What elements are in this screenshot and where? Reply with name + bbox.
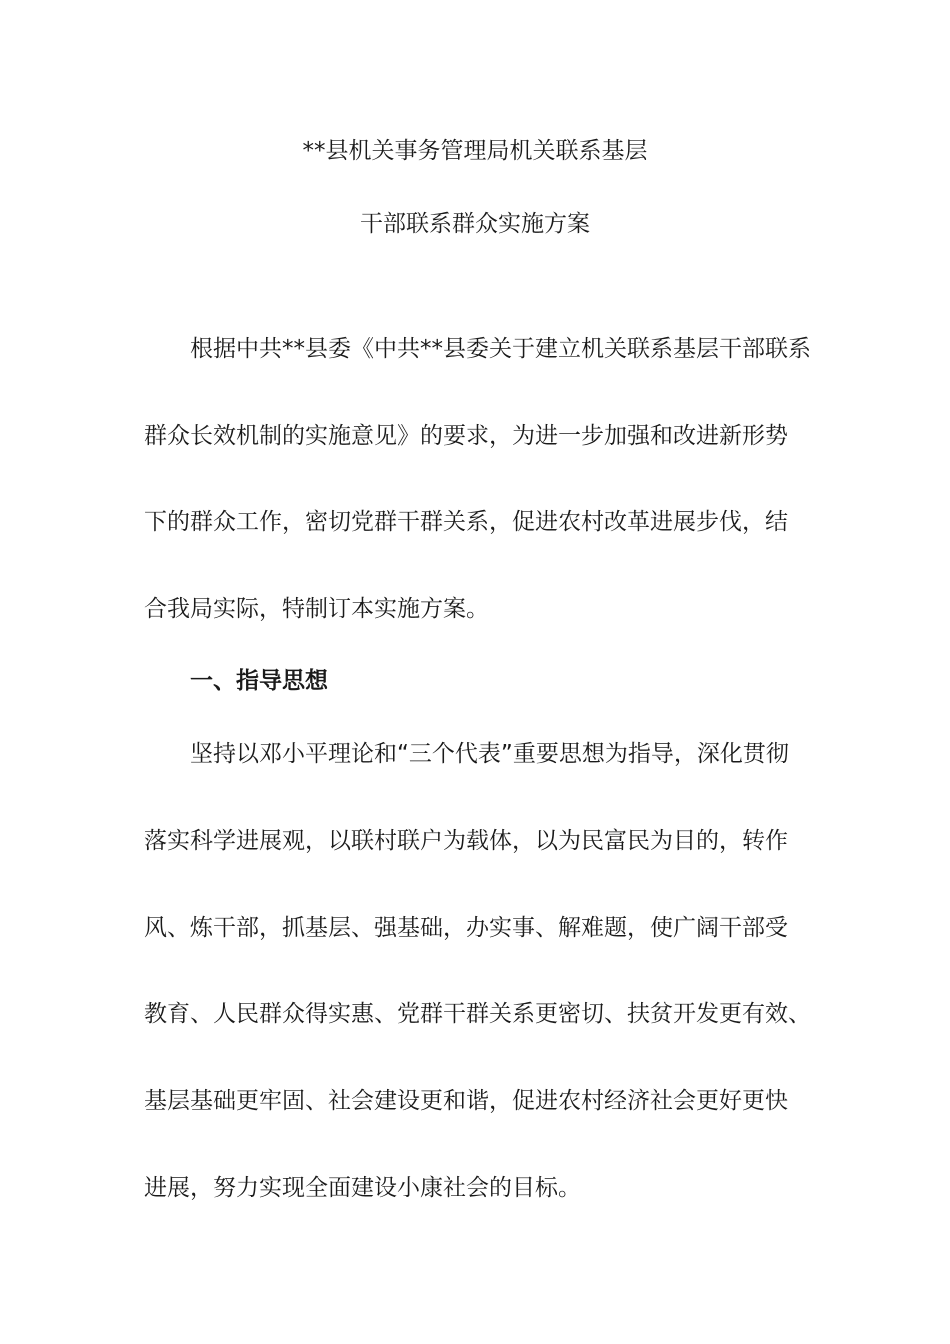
section-paragraph-line: 基层基础更牢固、社会建设更和谐，促进农村经济社会更好更快	[144, 1088, 788, 1114]
intro-paragraph-line: 根据中共**县委《中共**县委关于建立机关联系基层干部联系	[190, 336, 811, 362]
intro-paragraph-line: 下的群众工作，密切党群干群关系，促进农村改革进展步伐，结	[144, 509, 788, 535]
section-paragraph-line: 教育、人民群众得实惠、党群干群关系更密切、扶贫开发更有效、	[144, 1001, 811, 1027]
section-paragraph-line: 坚持以邓小平理论和“三个代表”重要思想为指导，深化贯彻	[190, 741, 789, 767]
section-paragraph-line: 风、炼干部，抓基层、强基础，办实事、解难题，使广阔干部受	[144, 915, 788, 941]
section-paragraph-line: 落实科学进展观，以联村联户为载体，以为民富民为目的，转作	[144, 828, 788, 854]
document-title-line-2: 干部联系群众实施方案	[360, 211, 590, 237]
intro-paragraph-line: 群众长效机制的实施意见》的要求，为进一步加强和改进新形势	[144, 423, 788, 449]
section-paragraph-line: 进展，努力实现全面建设小康社会的目标。	[144, 1175, 581, 1201]
intro-paragraph-line: 合我局实际，特制订本实施方案。	[144, 596, 489, 622]
section-heading: 一、指导思想	[190, 668, 328, 694]
document-title-line-1: **县机关事务管理局机关联系基层	[302, 138, 648, 164]
